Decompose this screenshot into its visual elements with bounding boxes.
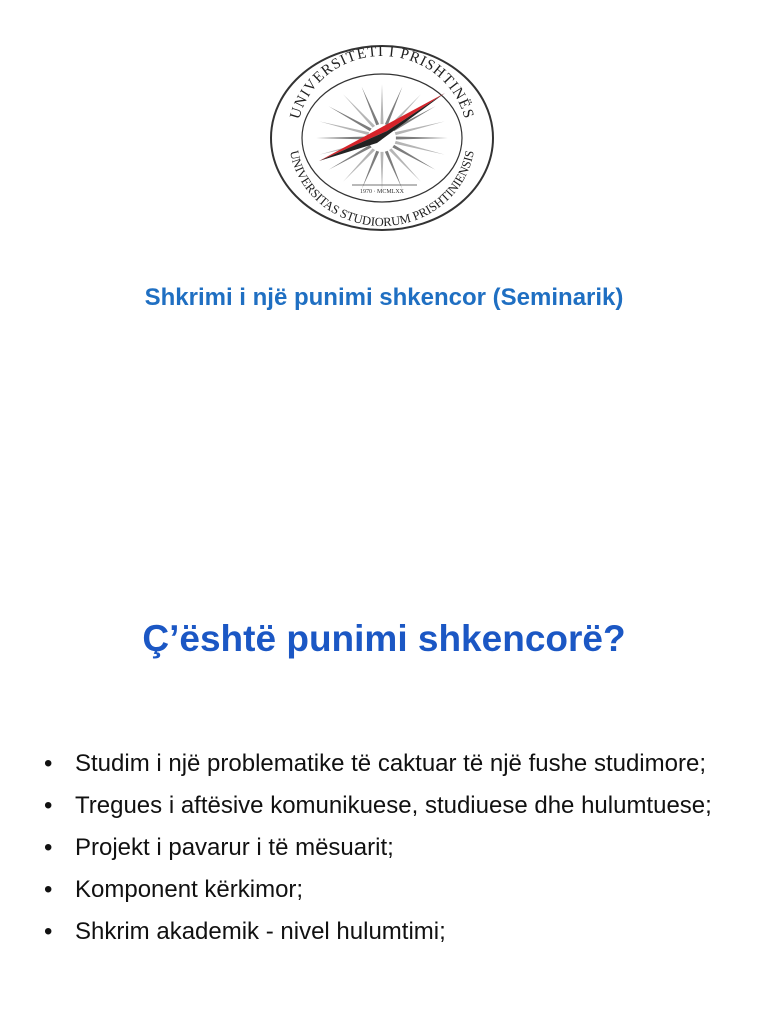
bullet-list (40, 746, 740, 956)
bullet-icon: • (44, 834, 53, 861)
list-item-text: Shkrim akademik - nivel hulumtimi; (75, 918, 446, 945)
slide-heading: Ç’është punimi shkencorë? (142, 618, 626, 659)
list-item-text: Tregues i aftësive komunikuese, studiuese dhe hulumtuese; (75, 792, 712, 819)
university-seal-logo (267, 43, 497, 233)
list-item-text: Komponent kërkimor; (75, 876, 304, 903)
list-item-text: Studim i një problematike të caktuar të një fushe studimore; (75, 750, 706, 777)
bullet-icon: • (44, 918, 53, 945)
bullet-icon: • (44, 876, 53, 903)
list-item (40, 788, 740, 824)
bullet-icon: • (44, 792, 53, 819)
bullet-icon: • (44, 750, 53, 777)
list-item (40, 746, 740, 782)
list-item (40, 872, 740, 908)
slide-title: Shkrimi i një punimi shkencor (Seminarik) (144, 284, 624, 311)
seal-bottom-text: UNIVERSITAS STUDIORUM PRISHTINIENSIS (287, 149, 477, 230)
seal-year: 1970 · MCMLXX (359, 189, 405, 195)
list-item (40, 914, 740, 950)
seal-top-text: UNIVERSITETI I PRISHTINËS (287, 43, 477, 121)
list-item (40, 830, 740, 866)
list-item-text: Projekt i pavarur i të mësuarit; (75, 834, 394, 861)
